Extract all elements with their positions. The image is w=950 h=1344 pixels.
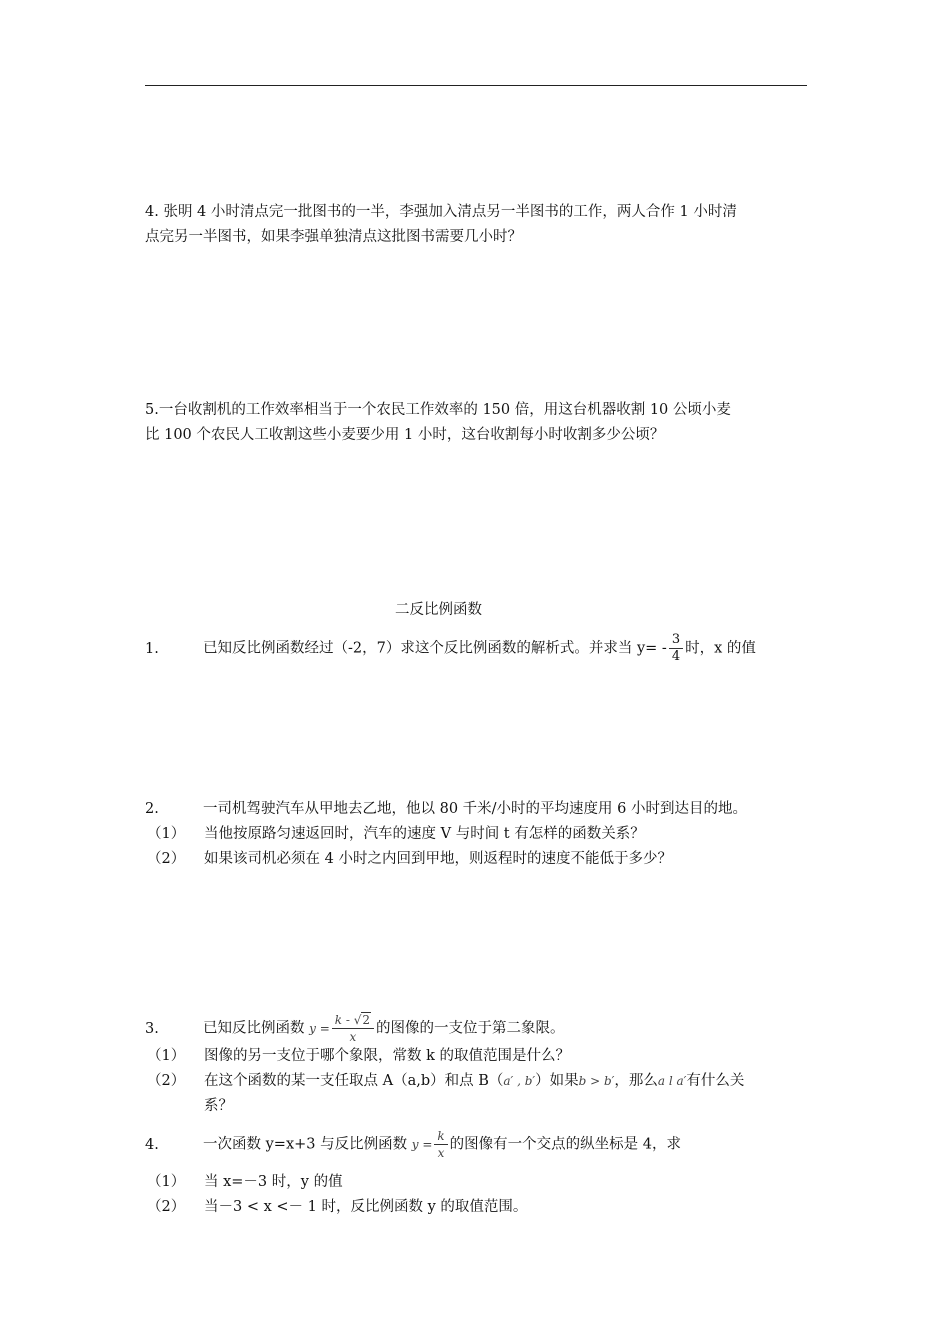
problem-4-work: [145, 200, 810, 250]
subquestion-text: [204, 1069, 744, 1093]
subquestion-text: 当－3 < x <－ 1 时，反比例函数 y 的取值范围。: [204, 1199, 528, 1215]
header-rule: [145, 85, 807, 86]
math-point-b-coords: a′ , b′: [503, 1074, 536, 1088]
section-title: 二反比例函数: [395, 602, 482, 618]
inverse-problem-4: [145, 1128, 810, 1161]
subquestion-text: 图像的另一支位于哪个象限，常数 k 的取值范围是什么？: [204, 1048, 571, 1064]
subquestion-number: （1）: [147, 1048, 186, 1064]
problem-number: 2.: [145, 801, 159, 817]
subquestion-text: 当 x=－3 时，y 的值: [204, 1174, 343, 1190]
inverse-problem-1: [145, 632, 810, 665]
problem-5-harvester: [145, 398, 810, 448]
text-part: 在这个函数的某一支任取点 A（a,b）和点 B（: [204, 1073, 504, 1089]
subquestion-number: （2）: [147, 851, 186, 867]
problem-3-subquestion-2: [147, 1069, 812, 1119]
fraction-numerator: [332, 1012, 374, 1029]
subquestion-number: （2）: [147, 1199, 186, 1215]
problem-2-text: 一司机驾驶汽车从甲地去乙地，他以 80 千米/小时的平均速度用 6 小时到达目的地。: [203, 801, 747, 817]
problem-3-tail: 的图像的一支位于第二象限。: [376, 1020, 565, 1037]
problem-1-tail: 时，x 的值: [685, 640, 756, 657]
subquestion-number: （2）: [147, 1073, 186, 1089]
text-part: ）如果: [535, 1073, 579, 1089]
fraction-numerator: 3: [669, 632, 683, 649]
problem-5-line-1: 5.一台收割机的工作效率相当于一个农民工作效率的 150 倍，用这台机器收割 10 公顷小麦: [145, 402, 731, 418]
subquestion-text: 当他按原路匀速返回时，汽车的速度 V 与时间 t 有怎样的函数关系？: [204, 826, 645, 842]
math-b-greater: b > b′: [578, 1074, 615, 1088]
subquestion-number: （1）: [147, 1174, 186, 1190]
subquestion-text-continued: 系？: [204, 1098, 233, 1114]
problem-number: 1.: [145, 640, 159, 657]
fraction-k-over-x: [434, 1128, 447, 1161]
numerator-k: k -: [334, 1013, 350, 1027]
sqrt-symbol: √2: [353, 1013, 371, 1027]
fraction-denominator: x: [437, 1146, 445, 1160]
text-part: ，那么: [614, 1073, 658, 1089]
problem-number: 3.: [145, 1020, 159, 1037]
fraction-denominator: 4: [671, 649, 681, 664]
problem-4-text: 一次函数 y=x+3 与反比例函数: [203, 1136, 408, 1153]
subquestion-text: 如果该司机必须在 4 小时之内回到甲地，则返程时的速度不能低于多少？: [204, 851, 672, 867]
text-part: 有什么关: [686, 1073, 745, 1089]
problem-3-text: 已知反比例函数: [203, 1020, 305, 1037]
problem-4-subquestion-2: [147, 1195, 807, 1219]
math-y-equals: y =: [411, 1137, 433, 1152]
problem-1-text: 已知反比例函数经过（-2，7）求这个反比例函数的解析式。并求当 y= -: [203, 640, 667, 657]
inverse-problem-2: [145, 797, 810, 822]
problem-number: 4.: [145, 1136, 159, 1153]
subquestion-number: （1）: [147, 826, 186, 842]
sqrt-value: 2: [362, 1013, 371, 1027]
problem-4-line-2: 点完另一半图书，如果李强单独清点这批图书需要几小时？: [145, 229, 522, 245]
problem-2-subquestion-1: [147, 822, 807, 846]
math-a-relation: a ⅼ a′: [657, 1074, 687, 1088]
fraction-k-minus-root2-over-x: [332, 1012, 374, 1045]
problem-4-tail: 的图像有一个交点的纵坐标是 4，求: [449, 1136, 682, 1153]
problem-4-line-1: 4. 张明 4 小时清点完一批图书的一半，李强加入清点另一半图书的工作，两人合作 1 小时清: [145, 204, 737, 220]
fraction-denominator: x: [349, 1030, 357, 1044]
problem-4-subquestion-1: [147, 1170, 807, 1194]
fraction-three-quarters: [669, 632, 683, 665]
problem-5-line-2: 比 100 个农民人工收割这些小麦要少用 1 小时，这台收割每小时收割多少公顷？: [145, 427, 665, 443]
math-y-equals: y =: [309, 1021, 330, 1036]
problem-3-subquestion-1: [147, 1044, 807, 1068]
fraction-numerator: k: [434, 1128, 447, 1145]
problem-2-subquestion-2: [147, 847, 807, 871]
inverse-problem-3: [145, 1012, 810, 1045]
